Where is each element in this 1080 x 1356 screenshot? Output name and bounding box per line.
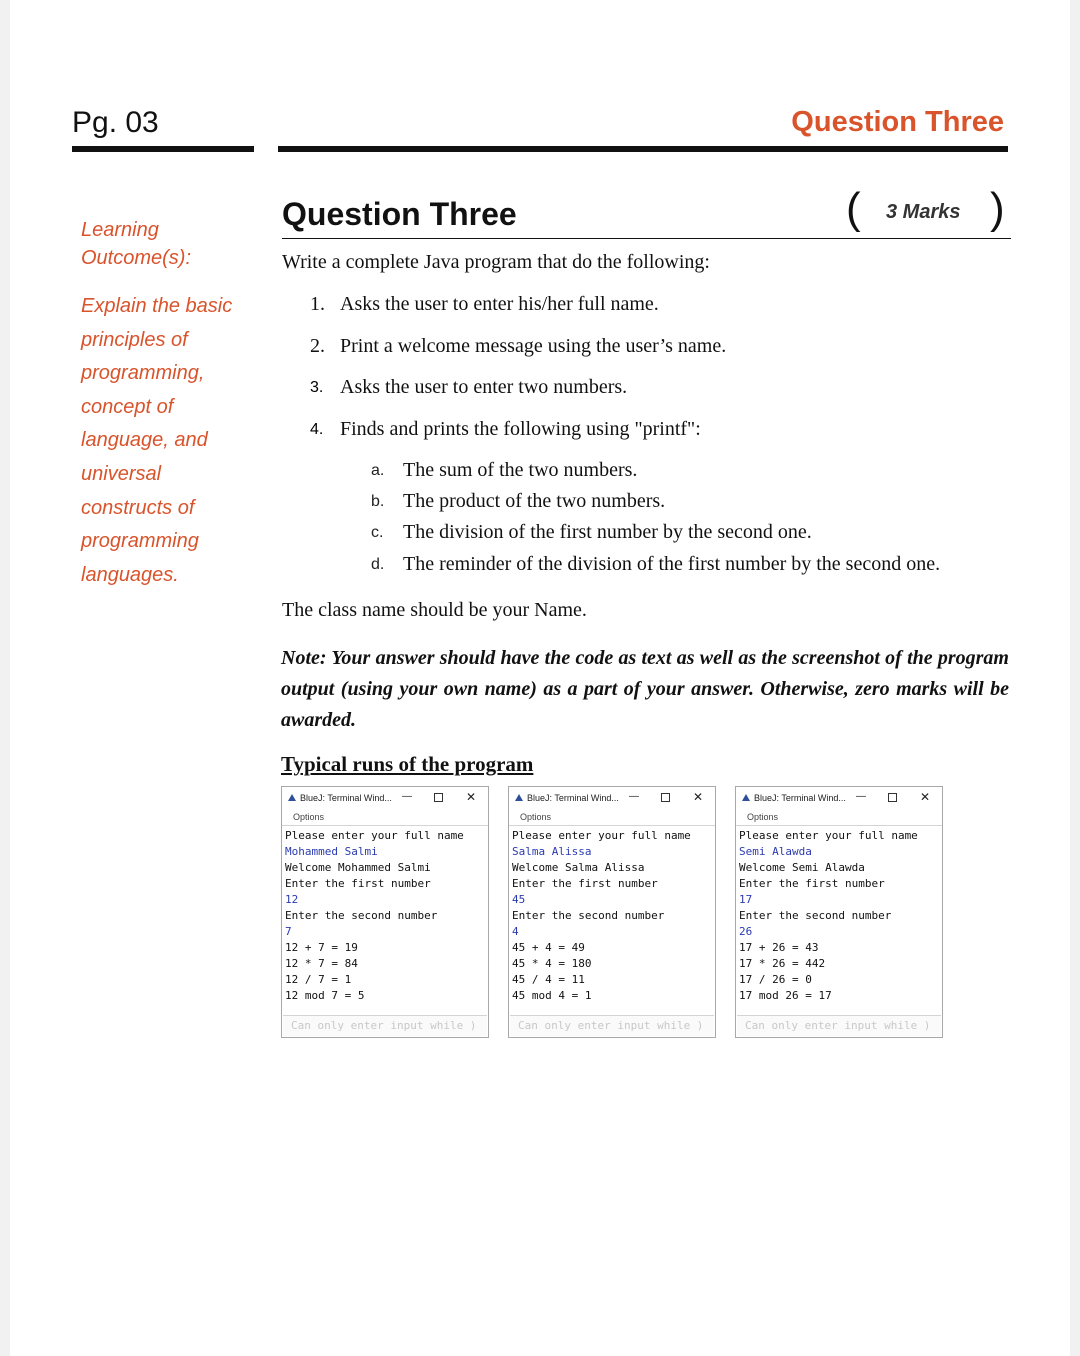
right-bracket: ) bbox=[990, 184, 1005, 233]
options-menu[interactable]: Options bbox=[747, 812, 779, 822]
output-line: 17 * 26 = 442 bbox=[739, 957, 826, 970]
user-input-line: 26 bbox=[739, 925, 753, 938]
subitem-letter: c. bbox=[371, 524, 384, 541]
output-line: Enter the second number bbox=[512, 909, 665, 922]
terminal-output bbox=[285, 828, 485, 1004]
left-bracket: ( bbox=[846, 184, 861, 233]
learning-outcome-line: constructs of bbox=[81, 496, 195, 519]
learning-outcome-line: Explain the basic bbox=[81, 295, 233, 317]
item-number: 1. bbox=[310, 293, 325, 315]
close-button[interactable]: ✕ bbox=[693, 790, 704, 804]
output-line: Please enter your full name bbox=[512, 829, 691, 842]
terminal-title: BlueJ: Terminal Wind... bbox=[527, 793, 619, 803]
marks-badge bbox=[844, 184, 1006, 236]
subitem-text: The reminder of the division of the first number by the second one. bbox=[403, 553, 941, 575]
output-line: Please enter your full name bbox=[285, 829, 464, 842]
output-line: Enter the first number bbox=[512, 877, 658, 890]
typical-runs-heading: Typical runs of the program bbox=[281, 752, 534, 776]
output-line: Enter the first number bbox=[739, 877, 885, 890]
maximize-button[interactable] bbox=[888, 793, 897, 802]
bluej-icon bbox=[514, 793, 524, 802]
subitem-text: The sum of the two numbers. bbox=[403, 459, 638, 481]
subitem-text: The division of the first number by the second one. bbox=[403, 521, 812, 543]
close-button[interactable]: ✕ bbox=[920, 790, 931, 804]
learning-outcome-label bbox=[81, 216, 271, 272]
terminal-title: BlueJ: Terminal Wind... bbox=[754, 793, 846, 803]
output-line: Welcome Salma Alissa bbox=[512, 861, 645, 874]
learning-outcome-line: programming, bbox=[81, 362, 205, 385]
output-line: 17 mod 26 = 17 bbox=[739, 989, 832, 1002]
learning-outcome-label-line: Learning bbox=[81, 219, 159, 241]
output-line: 17 + 26 = 43 bbox=[739, 941, 819, 954]
output-line: 45 * 4 = 180 bbox=[512, 957, 592, 970]
marks-label: 3 Marks bbox=[886, 201, 961, 223]
subitem-letter: a. bbox=[371, 462, 385, 479]
terminal-titlebar[interactable] bbox=[282, 787, 488, 809]
divider bbox=[509, 825, 715, 826]
input-placeholder: Can only enter input while ) bbox=[745, 1019, 931, 1032]
note-paragraph: Note: Your answer should have the code as text as well as the screenshot of the program output (using your own name) as a part of your answer. Otherwise, zero marks will be awarded. bbox=[281, 647, 1009, 731]
input-placeholder: Can only enter input while ) bbox=[518, 1019, 704, 1032]
terminal-input-field[interactable] bbox=[283, 1015, 487, 1036]
input-placeholder: Can only enter input while ) bbox=[291, 1019, 477, 1032]
divider bbox=[736, 825, 942, 826]
output-line: Enter the second number bbox=[285, 909, 438, 922]
user-input-line: 12 bbox=[285, 893, 299, 906]
class-name-instruction: The class name should be your Name. bbox=[282, 599, 587, 621]
document-page bbox=[10, 0, 1070, 1356]
terminal-input-field[interactable] bbox=[737, 1015, 941, 1036]
maximize-button[interactable] bbox=[434, 793, 443, 802]
minimize-button[interactable]: — bbox=[856, 791, 866, 802]
output-line: 12 * 7 = 84 bbox=[285, 957, 358, 970]
terminal-window bbox=[735, 786, 943, 1038]
user-input-line: 17 bbox=[739, 893, 753, 906]
item-text: Asks the user to enter two numbers. bbox=[340, 376, 628, 398]
subitem-letter: b. bbox=[371, 493, 385, 510]
output-line: 17 / 26 = 0 bbox=[739, 973, 812, 986]
terminal-window bbox=[281, 786, 489, 1038]
options-menu[interactable]: Options bbox=[520, 812, 552, 822]
user-input-line: 4 bbox=[512, 925, 519, 938]
learning-outcome-line: universal bbox=[81, 462, 162, 485]
terminal-titlebar[interactable] bbox=[509, 787, 715, 809]
options-menu[interactable]: Options bbox=[293, 812, 325, 822]
user-input-line: 45 bbox=[512, 893, 526, 906]
user-input-line: 7 bbox=[285, 925, 292, 938]
terminal-output bbox=[739, 828, 939, 1004]
item-number: 2. bbox=[310, 335, 325, 357]
terminal-input-field[interactable] bbox=[510, 1015, 714, 1036]
output-line: Enter the second number bbox=[739, 909, 892, 922]
output-line: 12 + 7 = 19 bbox=[285, 941, 358, 954]
minimize-button[interactable]: — bbox=[402, 791, 412, 802]
terminal-output bbox=[512, 828, 712, 1004]
terminal-titlebar[interactable] bbox=[736, 787, 942, 809]
terminal-window bbox=[508, 786, 716, 1038]
output-line: 12 mod 7 = 5 bbox=[285, 989, 365, 1002]
bluej-icon bbox=[287, 793, 297, 802]
learning-outcome-line: programming bbox=[81, 530, 199, 553]
item-number: 3. bbox=[310, 379, 324, 396]
learning-outcome-line: concept of bbox=[81, 395, 174, 418]
item-number: 4. bbox=[310, 421, 324, 438]
learning-outcome-text bbox=[81, 290, 271, 592]
section-title: Question Three bbox=[791, 106, 1004, 138]
user-input-line: Semi Alawda bbox=[739, 845, 812, 858]
output-line: 45 + 4 = 49 bbox=[512, 941, 585, 954]
question-intro: Write a complete Java program that do the following: bbox=[282, 251, 710, 273]
output-line: Welcome Mohammed Salmi bbox=[285, 861, 431, 874]
output-line: 12 / 7 = 1 bbox=[285, 973, 352, 986]
output-line: 45 mod 4 = 1 bbox=[512, 989, 592, 1002]
subitem-text: The product of the two numbers. bbox=[403, 490, 666, 512]
header-rule-right bbox=[278, 146, 1008, 152]
divider bbox=[282, 825, 488, 826]
maximize-button[interactable] bbox=[661, 793, 670, 802]
terminal-title: BlueJ: Terminal Wind... bbox=[300, 793, 392, 803]
bluej-icon bbox=[741, 793, 751, 802]
learning-outcome-line: principles of bbox=[81, 328, 188, 351]
subitem-letter: d. bbox=[371, 556, 385, 573]
item-text: Print a welcome message using the user’s name. bbox=[340, 335, 727, 357]
user-input-line: Salma Alissa bbox=[512, 845, 592, 858]
learning-outcome-line: languages. bbox=[81, 563, 179, 586]
page-number: Pg. 03 bbox=[72, 106, 159, 139]
question-title: Question Three bbox=[282, 196, 517, 232]
output-line: Please enter your full name bbox=[739, 829, 918, 842]
item-text: Asks the user to enter his/her full name. bbox=[340, 293, 659, 315]
header-rule-left bbox=[72, 146, 254, 152]
output-line: Enter the first number bbox=[285, 877, 431, 890]
minimize-button[interactable]: — bbox=[629, 791, 639, 802]
user-input-line: Mohammed Salmi bbox=[285, 845, 378, 858]
close-button[interactable]: ✕ bbox=[466, 790, 477, 804]
learning-outcome-line: language, and bbox=[81, 429, 208, 452]
item-text: Finds and prints the following using "printf": bbox=[340, 418, 701, 440]
learning-outcome-label-line: Outcome(s): bbox=[81, 247, 192, 269]
output-line: Welcome Semi Alawda bbox=[739, 861, 865, 874]
question-title-rule bbox=[282, 238, 1011, 239]
output-line: 45 / 4 = 11 bbox=[512, 973, 585, 986]
